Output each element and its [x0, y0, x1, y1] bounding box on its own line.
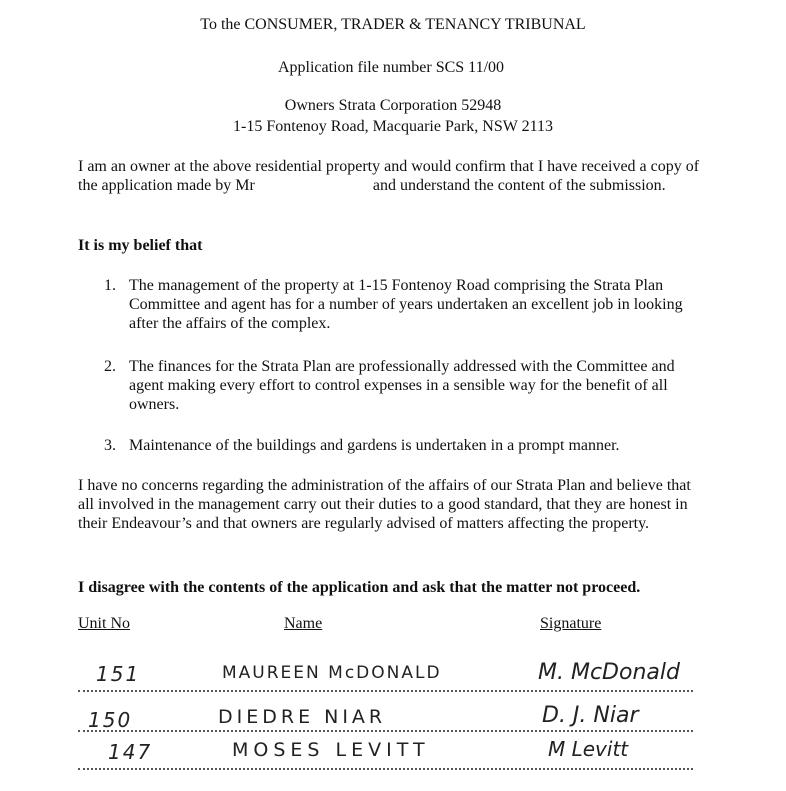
- unit-number: 150: [88, 708, 133, 732]
- concerns-paragraph: I have no concerns regarding the administration of the affairs of our Strata Plan and believe that all involved in the management carry out their duties to a good standard, that they are honest in their Endeavour’s and that owners are regularly advised of matters affecting the property.: [78, 477, 691, 532]
- list-text: Maintenance of the buildings and gardens is undertaken in a prompt manner.: [129, 437, 620, 454]
- intro-text-before: I am an owner at the above residential property and would confirm that I have received a copy of the application made by Mr: [78, 158, 700, 194]
- row-divider: [78, 690, 693, 692]
- property-address: 1-15 Fontenoy Road, Macquarie Park, NSW 2113: [233, 118, 553, 135]
- row-divider: [78, 730, 693, 732]
- signature: M. McDonald: [538, 660, 680, 685]
- list-number: 1.: [104, 277, 116, 294]
- row-divider: [78, 768, 693, 770]
- belief-heading: It is my belief that: [78, 237, 203, 254]
- unit-number: 147: [108, 740, 153, 764]
- member-name: MAUREEN McDONALD: [222, 663, 442, 683]
- list-text: The finances for the Strata Plan are professionally addressed with the Committee and agent making every effort to control expenses in a sensible way for the benefit of all owners.: [129, 358, 675, 413]
- unit-column-header: Unit No: [78, 615, 130, 632]
- signature-column-header: Signature: [540, 615, 602, 632]
- member-name: DIEDRE NIAR: [218, 706, 387, 728]
- unit-number: 151: [96, 662, 141, 686]
- signature: D. J. Niar: [542, 703, 639, 728]
- owners-corporation: Owners Strata Corporation 52948: [284, 97, 502, 114]
- list-number: 2.: [104, 358, 116, 375]
- intro-text-after: and understand the content of the submission.: [372, 177, 666, 194]
- recipient-line: To the CONSUMER, TRADER & TENANCY TRIBUNAL: [200, 16, 586, 33]
- intro-paragraph: [78, 157, 718, 195]
- file-number: Application file number SCS 11/00: [277, 59, 505, 76]
- list-text: The management of the property at 1-15 Fontenoy Road comprising the Strata Plan Committee and agent has for a number of years undertaken an excellent job in looking after the affairs of the complex.: [129, 277, 683, 332]
- disagree-statement: I disagree with the contents of the application and ask that the matter not proceed.: [78, 579, 641, 596]
- name-column-header: Name: [284, 615, 323, 632]
- member-name: MOSES LEVITT: [232, 739, 430, 761]
- list-number: 3.: [104, 437, 116, 454]
- signature: M Levitt: [548, 737, 629, 761]
